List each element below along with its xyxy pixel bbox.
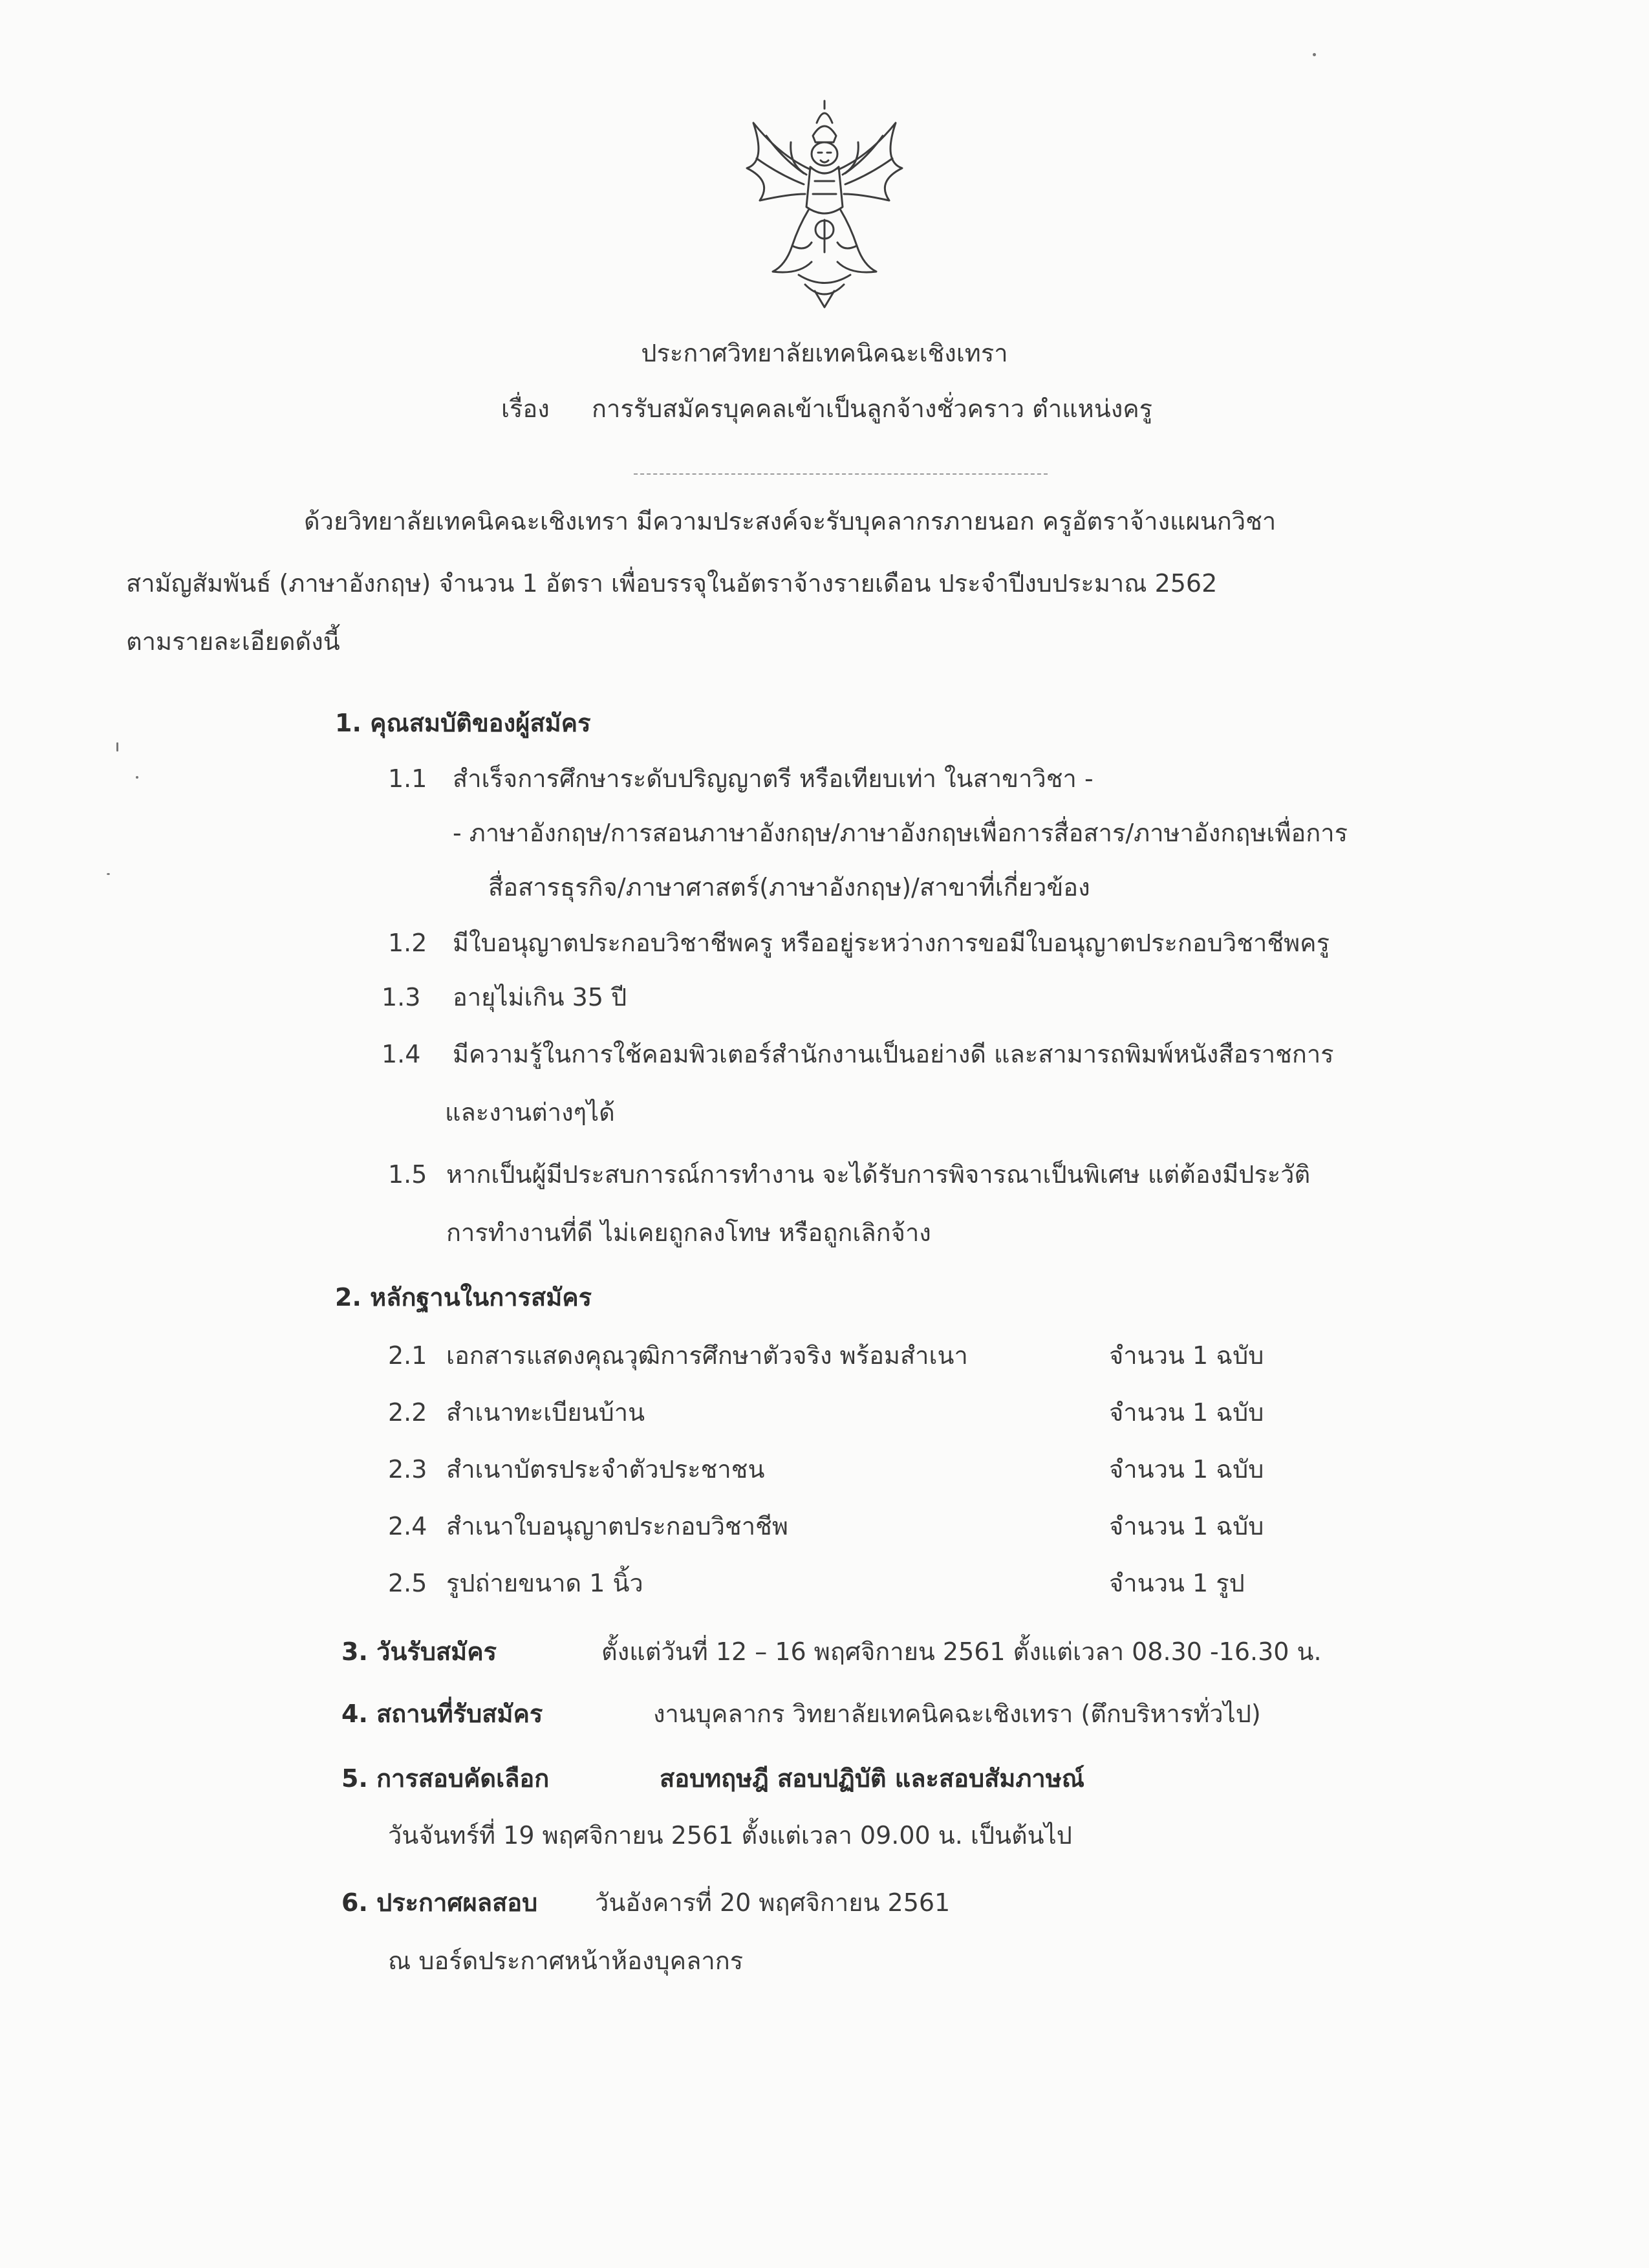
document-item-count: จำนวน 1 ฉบับ [1109,1398,1264,1427]
title-divider [634,473,1048,475]
garuda-emblem-icon [727,97,921,310]
document-item [388,1509,1293,1543]
document-item [388,1339,1293,1372]
announcement-title: ประกาศวิทยาลัยเทคนิคฉะเชิงเทรา [641,339,1008,367]
subject-label: เรื่อง [501,394,550,423]
section-3-heading: 3. วันรับสมัคร [341,1637,497,1666]
document-item-number: 2.3 [388,1455,427,1484]
item-1-2-text: มีใบอนุญาตประกอบวิชาชีพครู หรืออยู่ระหว่างการขอมีใบอนุญาตประกอบวิชาชีพครู [453,929,1330,957]
item-1-5-number: 1.5 [388,1160,427,1189]
document-item-number: 2.5 [388,1569,427,1597]
section-6-location: ณ บอร์ดประกาศหน้าห้องบุคลากร [388,1947,744,1975]
intro-line-1: ด้วยวิทยาลัยเทคนิคฉะเชิงเทรา มีความประสงค์จะรับบุคลากรภายนอก ครูอัตราจ้างแผนกวิชา [304,507,1277,535]
section-1-heading: 1. คุณสมบัติของผู้สมัคร [335,709,591,737]
item-1-3-number: 1.3 [382,983,421,1011]
document-item-label: สำเนาใบอนุญาตประกอบวิชาชีพ [446,1512,788,1540]
document-item-label: สำเนาทะเบียนบ้าน [446,1398,645,1427]
section-3-text: ตั้งแต่วันที่ 12 – 16 พฤศจิกายน 2561 ตั้งแต่เวลา 08.30 -16.30 น. [601,1637,1322,1666]
item-1-4-text-line-1: มีความรู้ในการใช้คอมพิวเตอร์สำนักงานเป็นอย่างดี และสามารถพิมพ์หนังสือราชการ [453,1040,1334,1068]
intro-line-2: สามัญสัมพันธ์ (ภาษาอังกฤษ) จำนวน 1 อัตรา เพื่อบรรจุในอัตราจ้างรายเดือน ประจำปีงบประมาณ 2562 [126,569,1218,598]
section-6-text: วันอังคารที่ 20 พฤศจิกายน 2561 [595,1888,951,1917]
scan-speck [1313,53,1316,56]
intro-line-3: ตามรายละเอียดดังนี้ [126,627,340,656]
document-item [388,1566,1293,1600]
item-1-1-number: 1.1 [388,764,427,793]
scan-speck [136,776,138,779]
scan-speck [107,873,110,875]
item-1-3-text: อายุไม่เกิน 35 ปี [453,983,627,1011]
item-1-1-majors-line-1: - ภาษาอังกฤษ/การสอนภาษาอังกฤษ/ภาษาอังกฤษเพื่อการสื่อสาร/ภาษาอังกฤษเพื่อการ [453,819,1348,847]
item-1-5-text-line-2: การทำงานที่ดี ไม่เคยถูกลงโทษ หรือถูกเลิกจ้าง [446,1218,931,1247]
item-1-1-majors-line-2: สื่อสารธุรกิจ/ภาษาศาสตร์(ภาษาอังกฤษ)/สาขาที่เกี่ยวข้อง [488,873,1090,902]
item-1-2-number: 1.2 [388,929,427,957]
document-item-label: สำเนาบัตรประจำตัวประชาชน [446,1455,765,1484]
item-1-1-text: สำเร็จการศึกษาระดับปริญญาตรี หรือเทียบเท่า ในสาขาวิชา - [453,764,1094,793]
document-item-label: เอกสารแสดงคุณวุฒิการศึกษาตัวจริง พร้อมสำเนา [446,1341,968,1370]
document-item [388,1396,1293,1429]
document-item-count: จำนวน 1 ฉบับ [1109,1455,1264,1484]
item-1-4-text-line-2: และงานต่างๆได้ [445,1098,615,1127]
document-item-count: จำนวน 1 รูป [1109,1569,1245,1597]
document-item-label: รูปถ่ายขนาด 1 นิ้ว [446,1569,643,1597]
document-item-number: 2.1 [388,1341,427,1370]
section-5-date: วันจันทร์ที่ 19 พฤศจิกายน 2561 ตั้งแต่เวลา 09.00 น. เป็นต้นไป [388,1821,1072,1850]
section-5-heading: 5. การสอบคัดเลือก [341,1764,550,1793]
section-4-heading: 4. สถานที่รับสมัคร [341,1700,543,1728]
section-5-text: สอบทฤษฎี สอบปฏิบัติ และสอบสัมภาษณ์ [660,1764,1085,1793]
document-item-number: 2.4 [388,1512,427,1540]
document-item-count: จำนวน 1 ฉบับ [1109,1341,1264,1370]
section-4-text: งานบุคลากร วิทยาลัยเทคนิคฉะเชิงเทรา (ตึกบริหารทั่วไป) [653,1700,1261,1728]
document-item-count: จำนวน 1 ฉบับ [1109,1512,1264,1540]
section-6-heading: 6. ประกาศผลสอบ [341,1888,538,1917]
document-item-number: 2.2 [388,1398,427,1427]
subject-text: การรับสมัครบุคคลเข้าเป็นลูกจ้างชั่วคราว ตำแหน่งครู [592,394,1153,423]
scan-speck [116,742,118,751]
item-1-5-text-line-1: หากเป็นผู้มีประสบการณ์การทำงาน จะได้รับการพิจารณาเป็นพิเศษ แต่ต้องมีประวัติ [446,1160,1311,1189]
item-1-4-number: 1.4 [382,1040,421,1068]
document-item [388,1453,1293,1486]
section-2-heading: 2. หลักฐานในการสมัคร [335,1283,592,1312]
